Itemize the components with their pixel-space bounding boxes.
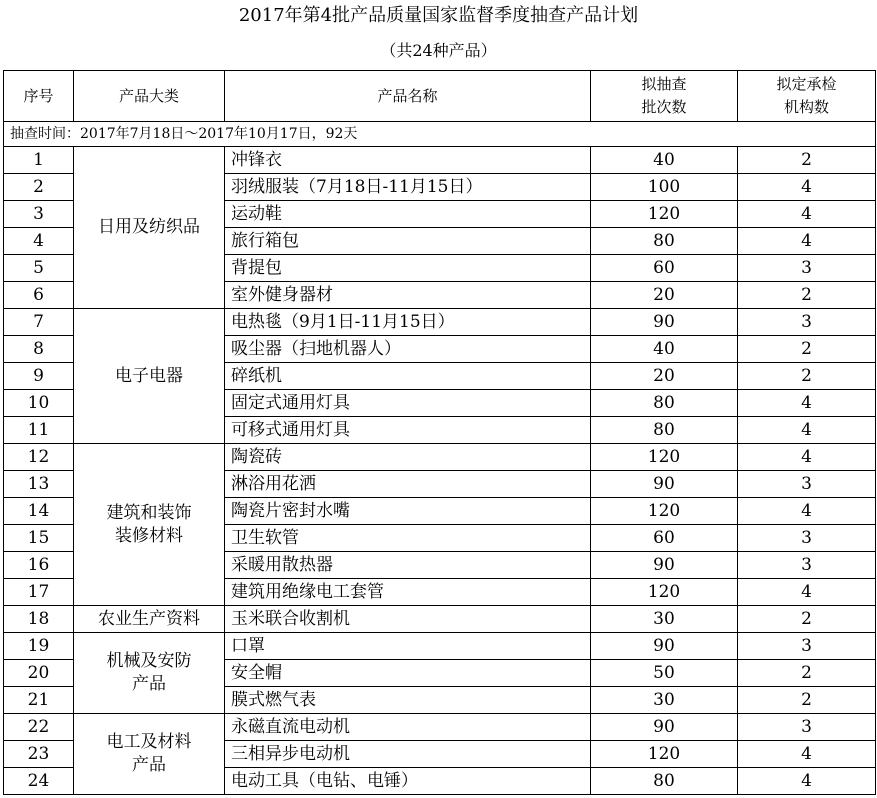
header-batches [591,71,738,122]
cell-index: 5 [4,255,74,282]
cell-category [74,309,225,444]
cell-batches: 90 [591,471,738,498]
cell-product-name: 碎纸机 [225,363,591,390]
cell-index: 11 [4,417,74,444]
document-subtitle: （共24种产品） [380,41,497,60]
cell-batches: 90 [591,552,738,579]
cell-agencies: 4 [738,417,876,444]
cell-agencies: 2 [738,606,876,633]
cell-agencies: 4 [738,201,876,228]
cell-index: 9 [4,363,74,390]
cell-index: 16 [4,552,74,579]
cell-product-name: 建筑用绝缘电工套管 [225,579,591,606]
cell-category [74,714,225,795]
cell-agencies: 2 [738,687,876,714]
cell-index: 19 [4,633,74,660]
category-line: 产品 [132,674,166,694]
cell-index: 13 [4,471,74,498]
cell-agencies: 3 [738,471,876,498]
cell-product-name: 电热毯（9月1日-11月15日） [225,309,591,336]
cell-batches: 80 [591,228,738,255]
cell-product-name: 淋浴用花洒 [225,471,591,498]
cell-index: 17 [4,579,74,606]
cell-index: 23 [4,741,74,768]
cell-agencies: 4 [738,228,876,255]
cell-index: 14 [4,498,74,525]
cell-product-name: 运动鞋 [225,201,591,228]
cell-agencies: 4 [738,498,876,525]
table-row [4,714,876,741]
cell-agencies: 2 [738,336,876,363]
cell-batches: 60 [591,525,738,552]
category-line: 电子电器 [115,365,183,386]
table-header-row [4,71,876,122]
header-agencies-line2: 机构数 [783,98,829,116]
cell-category [74,147,225,309]
cell-index: 15 [4,525,74,552]
cell-product-name: 可移式通用灯具 [225,417,591,444]
cell-product-name: 口罩 [225,633,591,660]
category-line: 日用及纺织品 [98,217,200,237]
cell-agencies: 3 [738,633,876,660]
cell-product-name: 背提包 [225,255,591,282]
cell-agencies: 4 [738,768,876,795]
cell-batches: 50 [591,660,738,687]
cell-batches: 20 [591,363,738,390]
cell-index: 4 [4,228,74,255]
cell-category [74,633,225,714]
cell-index: 1 [4,147,74,174]
cell-index: 24 [4,768,74,795]
cell-batches: 30 [591,606,738,633]
cell-batches: 90 [591,309,738,336]
cell-product-name: 电动工具（电钻、电锤） [225,768,591,795]
document-title: 2017年第4批产品质量国家监督季度抽查产品计划 [238,5,639,26]
cell-batches: 120 [591,201,738,228]
category-line: 建筑和装饰 [106,502,192,523]
header-batches-line1: 拟抽查 [641,75,687,93]
cell-product-name: 陶瓷砖 [225,444,591,471]
cell-agencies: 3 [738,255,876,282]
cell-batches: 90 [591,714,738,741]
category-line: 装修材料 [115,525,183,546]
cell-agencies: 4 [738,174,876,201]
header-agencies-line1: 拟定承检 [776,75,837,93]
cell-agencies: 2 [738,147,876,174]
category-line: 产品 [132,755,166,775]
cell-index: 10 [4,390,74,417]
header-name: 产品名称 [225,71,591,122]
sampling-period-row [4,122,876,147]
cell-product-name: 采暖用散热器 [225,552,591,579]
cell-agencies: 3 [738,714,876,741]
cell-batches: 20 [591,282,738,309]
cell-index: 22 [4,714,74,741]
cell-batches: 60 [591,255,738,282]
cell-category [74,606,225,633]
cell-index: 7 [4,309,74,336]
table-row [4,147,876,174]
cell-index: 21 [4,687,74,714]
product-plan-table [3,70,876,795]
cell-agencies: 2 [738,660,876,687]
cell-batches: 120 [591,741,738,768]
cell-batches: 30 [591,687,738,714]
category-line: 农业生产资料 [98,608,200,629]
header-batches-line2: 批次数 [641,98,687,116]
cell-product-name: 羽绒服装（7月18日-11月15日） [225,174,591,201]
cell-agencies: 3 [738,309,876,336]
cell-product-name: 永磁直流电动机 [225,714,591,741]
cell-product-name: 安全帽 [225,660,591,687]
cell-index: 3 [4,201,74,228]
cell-batches: 40 [591,336,738,363]
cell-index: 8 [4,336,74,363]
cell-batches: 120 [591,579,738,606]
sampling-period: 抽查时间：2017年7月18日～2017年10月17日，92天 [4,122,876,147]
table-row [4,606,876,633]
cell-batches: 100 [591,174,738,201]
header-agencies [738,71,876,122]
header-index: 序号 [4,71,74,122]
table-row [4,444,876,471]
cell-agencies: 3 [738,552,876,579]
category-line: 电工及材料 [106,732,192,752]
cell-batches: 90 [591,633,738,660]
cell-batches: 120 [591,444,738,471]
header-category: 产品大类 [74,71,225,122]
cell-batches: 80 [591,390,738,417]
cell-product-name: 冲锋衣 [225,147,591,174]
cell-batches: 80 [591,417,738,444]
cell-product-name: 膜式燃气表 [225,687,591,714]
cell-product-name: 吸尘器（扫地机器人） [225,336,591,363]
cell-index: 20 [4,660,74,687]
cell-index: 18 [4,606,74,633]
table-row [4,633,876,660]
cell-product-name: 卫生软管 [225,525,591,552]
cell-batches: 40 [591,147,738,174]
cell-agencies: 2 [738,282,876,309]
cell-batches: 120 [591,498,738,525]
cell-product-name: 旅行箱包 [225,228,591,255]
cell-index: 6 [4,282,74,309]
cell-index: 2 [4,174,74,201]
table-row [4,309,876,336]
cell-agencies: 4 [738,390,876,417]
cell-agencies: 4 [738,579,876,606]
cell-agencies: 4 [738,741,876,768]
cell-index: 12 [4,444,74,471]
cell-product-name: 陶瓷片密封水嘴 [225,498,591,525]
cell-agencies: 4 [738,444,876,471]
cell-product-name: 玉米联合收割机 [225,606,591,633]
category-line: 机械及安防 [106,651,192,671]
cell-product-name: 三相异步电动机 [225,741,591,768]
cell-agencies: 2 [738,363,876,390]
cell-category [74,444,225,606]
cell-product-name: 室外健身器材 [225,282,591,309]
cell-agencies: 3 [738,525,876,552]
cell-batches: 80 [591,768,738,795]
cell-product-name: 固定式通用灯具 [225,390,591,417]
